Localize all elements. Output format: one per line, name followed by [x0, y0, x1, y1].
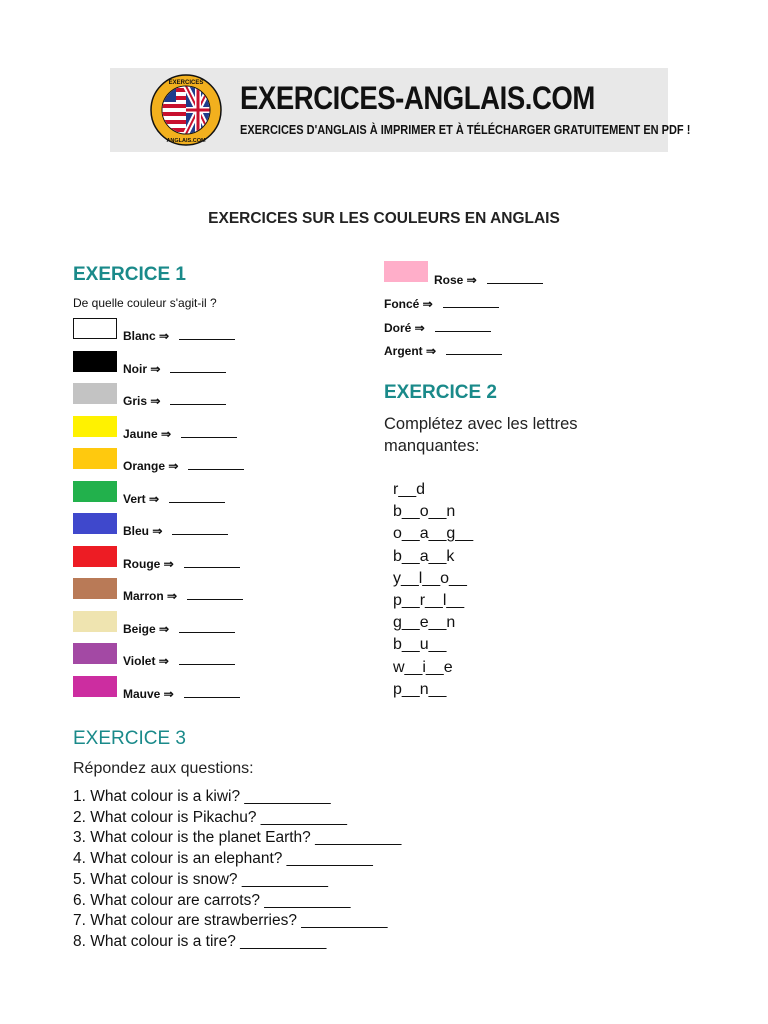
- color-swatch: [73, 448, 117, 469]
- color-swatch: [73, 546, 117, 567]
- answer-blank[interactable]: [172, 523, 228, 535]
- exercise3-instructions: Répondez aux questions:: [73, 760, 254, 777]
- color-label: [384, 343, 502, 358]
- missing-letters-word: b__a__k: [393, 547, 455, 565]
- question-item: 5. What colour is snow? __________: [73, 870, 329, 888]
- question-item: 6. What colour are carrots? __________: [73, 891, 351, 909]
- exercise2-instructions: Complétez avec les lettres manquantes:: [384, 415, 578, 455]
- question-item: 1. What colour is a kiwi? __________: [73, 788, 331, 805]
- color-swatch: [73, 416, 117, 437]
- exercise1-prompt: De quelle couleur s'agit-il ?: [73, 296, 217, 310]
- color-name: Rouge ⇒: [123, 556, 174, 571]
- missing-letters-word: o__a__g__: [393, 525, 474, 543]
- svg-text:ANGLAIS.COM: ANGLAIS.COM: [166, 138, 206, 144]
- answer-blank[interactable]: [446, 343, 502, 355]
- answer-blank[interactable]: [179, 621, 235, 633]
- color-name: Marron ⇒: [123, 589, 178, 603]
- answer-blank[interactable]: [169, 491, 225, 503]
- color-label: [123, 328, 235, 343]
- missing-letters-word: w__i__e: [393, 658, 453, 676]
- color-name: Violet ⇒: [123, 654, 169, 668]
- answer-blank[interactable]: [179, 653, 235, 665]
- color-swatch: [73, 318, 117, 339]
- color-swatch: [73, 513, 117, 534]
- exercise1-heading: EXERCICE 1: [73, 264, 186, 285]
- color-swatch: [384, 261, 428, 282]
- answer-blank[interactable]: [184, 556, 240, 568]
- svg-text:EXERCICES: EXERCICES: [168, 80, 204, 86]
- answer-blank[interactable]: [181, 426, 237, 438]
- color-swatch: [73, 676, 117, 697]
- color-name: Mauve ⇒: [123, 686, 174, 701]
- color-name: Bleu ⇒: [123, 524, 163, 538]
- color-name: Noir ⇒: [123, 361, 161, 376]
- color-name: Vert ⇒: [123, 491, 160, 506]
- answer-blank[interactable]: [187, 588, 243, 600]
- missing-letters-word: p__r__l__: [393, 592, 465, 609]
- missing-letters-word: g__e__n: [393, 614, 456, 632]
- color-name: Blanc ⇒: [123, 329, 170, 343]
- site-logo: [150, 74, 222, 146]
- color-label: [384, 320, 491, 335]
- answer-blank[interactable]: [179, 328, 235, 340]
- color-swatch: [73, 481, 117, 502]
- color-name: Jaune ⇒: [123, 426, 172, 441]
- color-label: [123, 621, 235, 636]
- color-label: [123, 361, 226, 376]
- color-swatch: [73, 383, 117, 404]
- exercise3-heading: EXERCICE 3: [73, 728, 186, 749]
- color-label: [123, 523, 228, 538]
- question-item: 4. What colour is an elephant? __________: [73, 850, 373, 868]
- missing-letters-word: r__d: [393, 481, 426, 498]
- color-name: Argent ⇒: [384, 344, 437, 358]
- missing-letters-word: y__l__o__: [393, 569, 467, 587]
- page-title: EXERCICES SUR LES COULEURS EN ANGLAIS: [208, 210, 560, 227]
- site-name: EXERCICES-ANGLAIS.COM: [240, 80, 595, 116]
- color-label: [123, 393, 226, 408]
- question-item: 3. What colour is the planet Earth? __________: [73, 829, 402, 847]
- color-swatch: [73, 578, 117, 599]
- site-tagline: EXERCICES D'ANGLAIS À IMPRIMER ET À TÉLÉCHARGER GRATUITEMENT EN PDF !: [240, 123, 691, 137]
- missing-letters-word: b__o__n: [393, 503, 456, 521]
- missing-letters-word: p__n__: [393, 680, 447, 698]
- color-name: Rose ⇒: [434, 273, 477, 287]
- color-label: [123, 653, 235, 668]
- color-swatch: [73, 611, 117, 632]
- color-label: [123, 426, 237, 441]
- exercise2-heading: EXERCICE 2: [384, 382, 497, 403]
- answer-blank[interactable]: [487, 272, 543, 284]
- color-swatch: [73, 351, 117, 372]
- question-item: 8. What colour is a tire? __________: [73, 932, 327, 950]
- color-swatch: [73, 643, 117, 664]
- color-label: [123, 458, 244, 473]
- answer-blank[interactable]: [435, 320, 491, 332]
- question-item: 2. What colour is Pikachu? __________: [73, 808, 348, 826]
- answer-blank[interactable]: [443, 296, 499, 308]
- color-label: [123, 588, 243, 603]
- answer-blank[interactable]: [184, 686, 240, 698]
- color-label: [123, 491, 225, 506]
- header-banner: [110, 68, 691, 152]
- color-name: Gris ⇒: [123, 394, 161, 408]
- missing-letters-word: b__u__: [393, 636, 447, 654]
- question-item: 7. What colour are strawberries? __________: [73, 912, 388, 930]
- color-name: Orange ⇒: [123, 459, 179, 473]
- color-label: [384, 296, 499, 311]
- answer-blank[interactable]: [170, 393, 226, 405]
- color-label: [123, 686, 240, 701]
- color-name: Beige ⇒: [123, 621, 170, 636]
- answer-blank[interactable]: [188, 458, 244, 470]
- color-name: Foncé ⇒: [384, 297, 433, 311]
- color-label: [434, 272, 543, 287]
- color-label: [123, 556, 240, 571]
- answer-blank[interactable]: [170, 361, 226, 373]
- color-name: Doré ⇒: [384, 321, 425, 335]
